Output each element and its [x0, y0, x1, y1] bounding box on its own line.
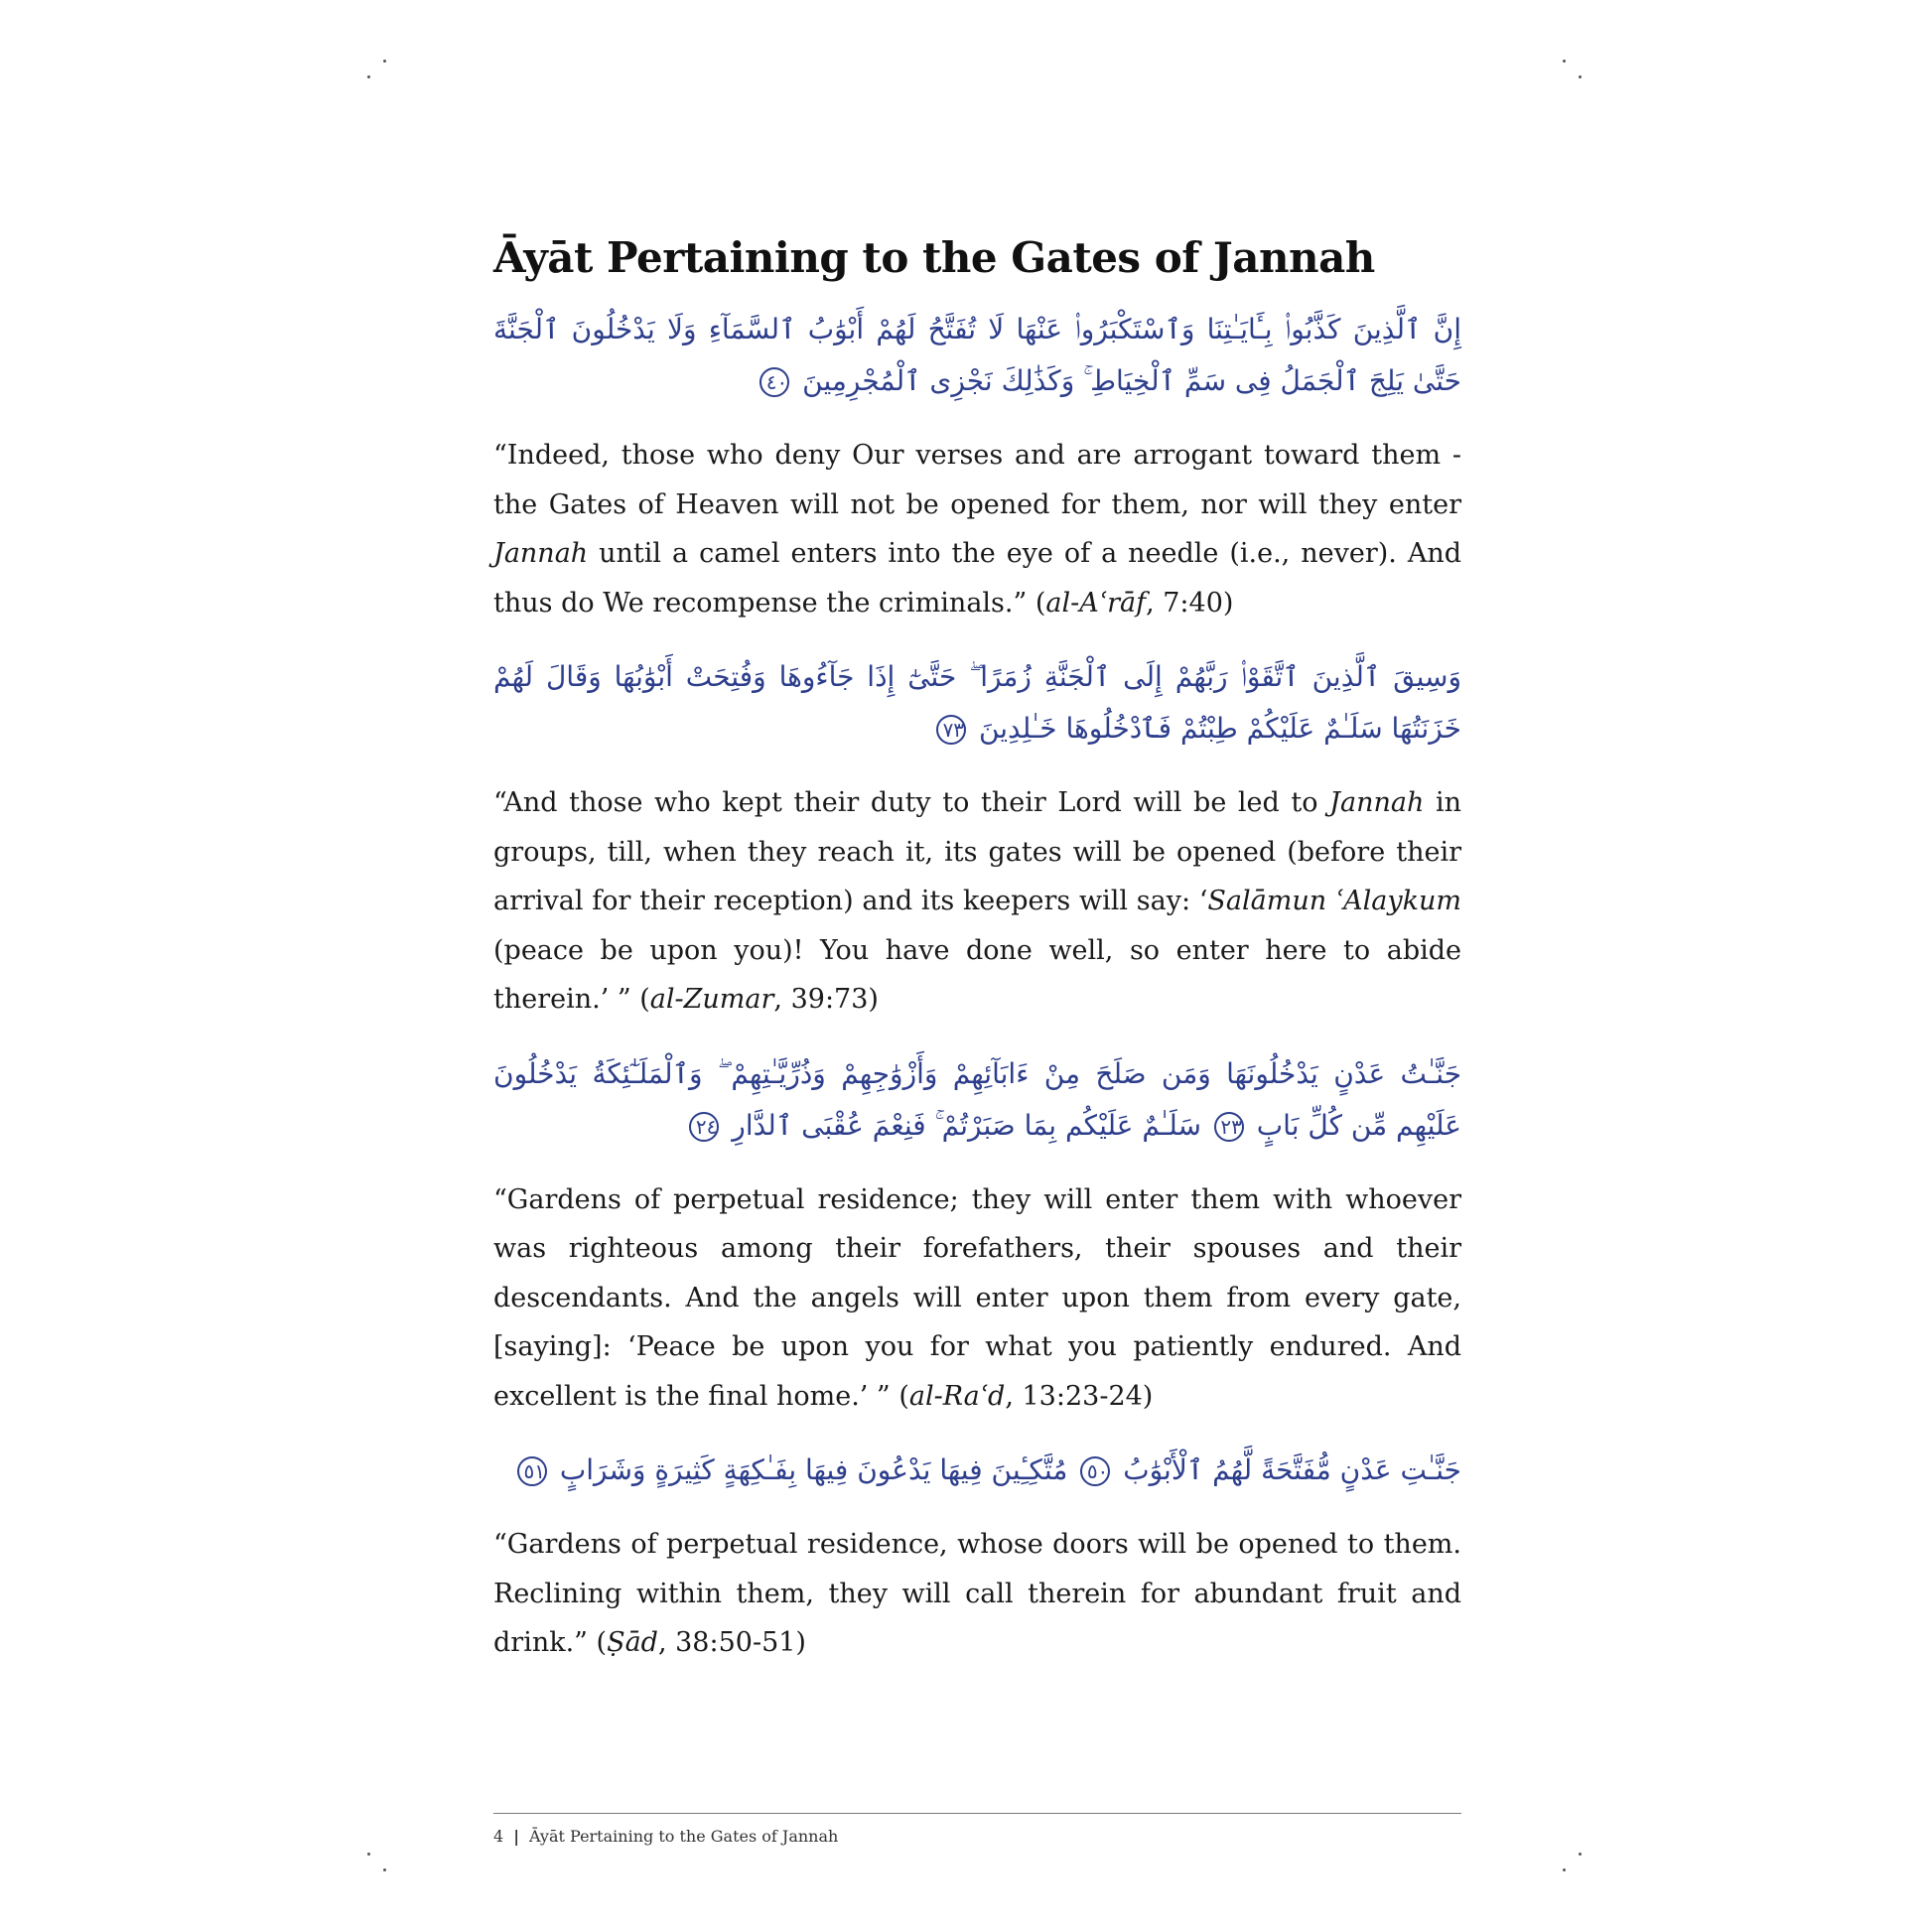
translation-3: “Gardens of perpetual residence; they will enter them with whoever was righteous among their forefathers, their spouses and their descendants. And the angels will enter upon them from every gate, [saying]: ‘Peace be upon you for what you patiently endured. And excellent is the final home.’ ” (al-Raʿd, 13:23-24) — [493, 1183, 1461, 1412]
crop-mark-top-right — [1563, 60, 1566, 63]
page-heading: Āyāt Pertaining to the Gates of Jannah — [493, 233, 1375, 282]
arabic-verse-2-text: وَسِيقَ ٱلَّذِينَ ٱتَّقَوْا۟ رَبَّهُمْ إِلَى ٱلْجَنَّةِ زُمَرًا ۖ حَتَّىٰٓ إِذَا جَآءُوهَا وَفُتِحَتْ أَبْوَٰبُهَا وَقَالَ لَهُمْ خَزَنَتُهَا سَلَـٰمٌ عَلَيْكُمْ طِبْتُمْ فَٱدْخُلُوهَا خَـٰلِدِينَ — [493, 660, 1461, 745]
text-column — [493, 226, 1461, 1692]
arabic-verse-4-text-a: جَنَّـٰتِ عَدْنٍ مُّفَتَّحَةً لَّهُمُ ٱلْأَبْوَٰبُ — [1123, 1453, 1461, 1486]
running-title: Āyāt Pertaining to the Gates of Jannah — [529, 1827, 839, 1846]
crop-mark-bottom-right-2 — [1563, 1868, 1566, 1871]
crop-mark-top-left-2 — [367, 75, 370, 78]
arabic-verse-4 — [493, 1445, 1461, 1496]
translation-1: “Indeed, those who deny Our verses and are arrogant toward them - the Gates of Heaven will not be opened for them, nor will they enter Jannah until a camel enters into the eye of a needle (i.e., never). And thus do We recompense the criminals.” (al-Aʿrāf, 7:40) — [493, 440, 1461, 619]
crop-mark-bottom-right — [1579, 1853, 1582, 1856]
footer-divider — [493, 1813, 1461, 1814]
ayah-number-marker: ٢٣ — [1214, 1112, 1244, 1142]
crop-mark-top-right-2 — [1579, 75, 1582, 78]
page-footer — [493, 1827, 838, 1846]
ayah-number-marker: ٤٠ — [759, 367, 789, 397]
crop-mark-bottom-left-2 — [383, 1868, 386, 1871]
footer-separator: | — [513, 1827, 520, 1846]
crop-mark-bottom-left — [367, 1853, 370, 1856]
arabic-verse-3-text-a: جَنَّـٰتُ عَدْنٍ يَدْخُلُونَهَا وَمَن صَلَحَ مِنْ ءَابَآئِهِمْ وَأَزْوَٰجِهِمْ وَذُرِّيَّـٰتِهِمْ ۖ وَٱلْمَلَـٰٓئِكَةُ يَدْخُلُونَ عَلَيْهِم مِّن كُلِّ بَابٍ — [493, 1056, 1461, 1142]
crop-mark-top-left — [383, 60, 386, 63]
ayah-number-marker: ٥١ — [517, 1456, 547, 1486]
ayah-number-marker: ٧٣ — [936, 715, 966, 745]
arabic-verse-3 — [493, 1048, 1461, 1152]
arabic-verse-3-text-b: سَلَـٰمٌ عَلَيْكُم بِمَا صَبَرْتُمْ ۚ فَنِعْمَ عُقْبَى ٱلدَّارِ — [732, 1108, 1201, 1142]
arabic-verse-1 — [493, 304, 1461, 407]
arabic-verse-4-text-b: مُتَّكِـِٔينَ فِيهَا يَدْعُونَ فِيهَا بِفَـٰكِهَةٍ كَثِيرَةٍ وَشَرَابٍ — [559, 1453, 1068, 1486]
arabic-verse-2 — [493, 651, 1461, 755]
translation-2: “And those who kept their duty to their Lord will be led to Jannah in groups, till, when they reach it, its gates will be opened (before their arrival for their reception) and its keepers will say: ‘Salāmun ʿAlaykum (peace be upon you)! You have done well, so enter here to abide therein.’ ” (al-Zumar, 39:73) — [493, 787, 1462, 1015]
arabic-verse-1-text: إِنَّ ٱلَّذِينَ كَذَّبُوا۟ بِـَٔايَـٰتِنَا وَٱسْتَكْبَرُوا۟ عَنْهَا لَا تُفَتَّحُ لَهُمْ أَبْوَٰبُ ٱلسَّمَآءِ وَلَا يَدْخُلُونَ ٱلْجَنَّةَ حَتَّىٰ يَلِجَ ٱلْجَمَلُ فِى سَمِّ ٱلْخِيَاطِ ۚ وَكَذَٰلِكَ نَجْزِى ٱلْمُجْرِمِينَ — [493, 313, 1461, 397]
page-number: 4 — [493, 1827, 504, 1846]
ayah-number-marker: ٢٤ — [689, 1112, 719, 1142]
ayah-number-marker: ٥٠ — [1080, 1456, 1110, 1486]
translation-4: “Gardens of perpetual residence, whose doors will be opened to them. Reclining within them, they will call therein for abundant fruit and drink.” (Ṣād, 38:50-51) — [493, 1529, 1461, 1658]
